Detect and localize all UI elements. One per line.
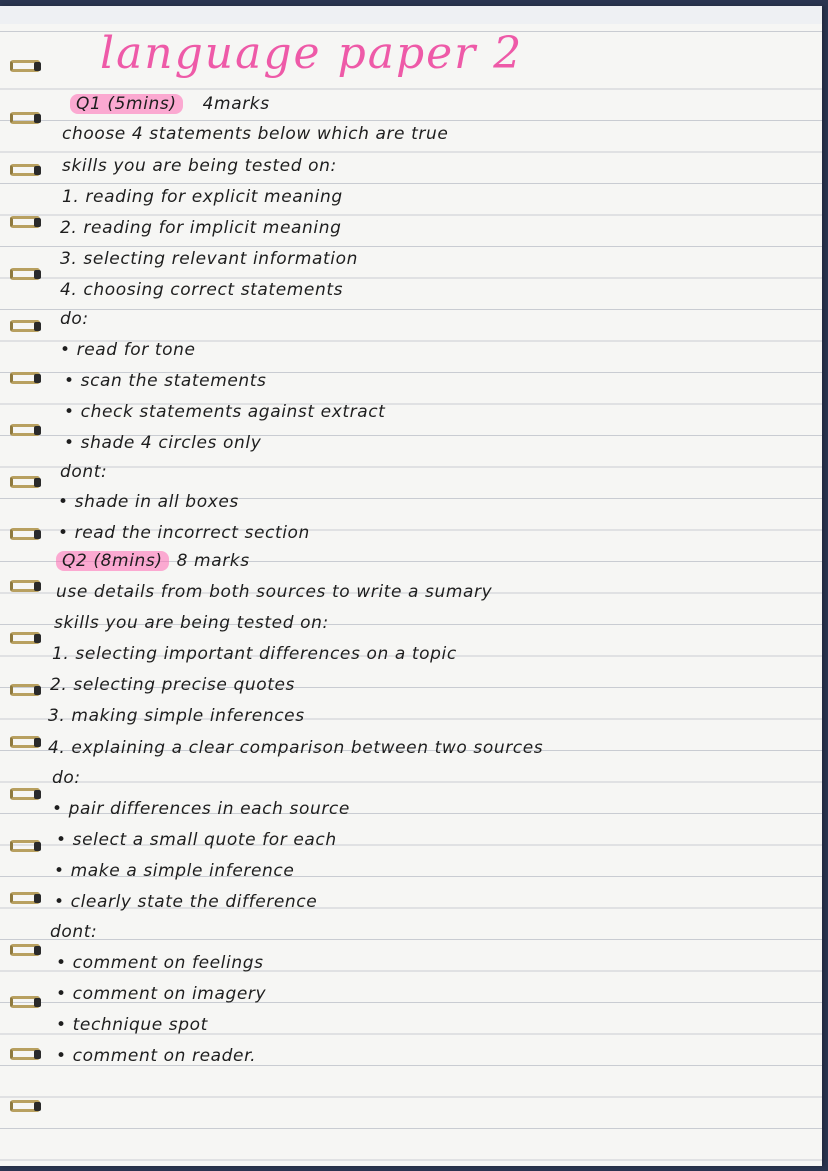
spiral-ring — [6, 316, 44, 336]
q2-dont-item: • comment on feelings — [56, 953, 264, 973]
spiral-ring — [6, 628, 44, 648]
q2-heading: Q2 (8mins) — [56, 551, 169, 571]
spiral-ring — [6, 212, 44, 232]
spiral-ring — [6, 160, 44, 180]
q2-skill-item: 1. selecting important differences on a topic — [52, 644, 457, 664]
q1-skill-item: 4. choosing correct statements — [60, 280, 344, 300]
q1-do-item: • scan the statements — [64, 371, 267, 391]
q1-skill-item: 3. selecting relevant information — [60, 249, 358, 269]
q2-skill-item: 4. explaining a clear comparison between two sources — [48, 738, 544, 758]
q2-do-heading: do: — [52, 768, 81, 788]
q1-skill-item: 1. reading for explicit meaning — [62, 187, 343, 207]
spiral-ring — [6, 108, 44, 128]
q1-skill-item: 2. reading for implicit meaning — [60, 218, 342, 238]
q2-marks: 8 marks — [176, 551, 250, 571]
q1-heading-row — [70, 94, 270, 114]
spiral-ring — [6, 992, 44, 1012]
page-top-margin — [0, 6, 822, 24]
q1-heading: Q1 (5mins) — [70, 94, 183, 114]
spiral-ring — [6, 836, 44, 856]
q1-skills-heading: skills you are being tested on: — [62, 156, 337, 176]
notebook-page — [0, 6, 822, 1166]
spiral-ring — [6, 264, 44, 284]
spiral-ring — [6, 472, 44, 492]
spiral-ring — [6, 732, 44, 752]
q2-dont-item: • comment on imagery — [56, 984, 267, 1004]
spiral-ring — [6, 420, 44, 440]
q1-dont-item: • shade in all boxes — [58, 492, 239, 512]
q1-marks: 4marks — [202, 94, 270, 114]
q2-do-item: • pair differences in each source — [52, 799, 350, 819]
q1-do-item: • read for tone — [60, 340, 196, 360]
q1-dont-item: • read the incorrect section — [58, 523, 310, 543]
spiral-ring — [6, 680, 44, 700]
spiral-ring — [6, 1096, 44, 1116]
q1-instruction: choose 4 statements below which are true — [62, 124, 449, 144]
spiral-ring — [6, 576, 44, 596]
spiral-ring — [6, 524, 44, 544]
q2-skills-heading: skills you are being tested on: — [54, 613, 329, 633]
q1-do-item: • shade 4 circles only — [64, 433, 262, 453]
q2-dont-item: • comment on reader. — [56, 1046, 257, 1066]
q2-do-item: • select a small quote for each — [56, 830, 337, 850]
q1-dont-heading: dont: — [60, 462, 108, 482]
spiral-ring — [6, 940, 44, 960]
spiral-ring — [6, 888, 44, 908]
q2-do-item: • clearly state the difference — [54, 892, 318, 912]
q2-skill-item: 3. making simple inferences — [48, 706, 305, 726]
q1-do-heading: do: — [60, 309, 89, 329]
q2-heading-row — [56, 551, 250, 571]
spiral-ring — [6, 1044, 44, 1064]
q2-instruction: use details from both sources to write a sumary — [56, 582, 493, 602]
page-title: language paper 2 — [100, 28, 524, 79]
spiral-ring — [6, 368, 44, 388]
q2-do-item: • make a simple inference — [54, 861, 295, 881]
q2-dont-heading: dont: — [50, 922, 98, 942]
q2-skill-item: 2. selecting precise quotes — [50, 675, 296, 695]
spiral-ring — [6, 56, 44, 76]
q1-do-item: • check statements against extract — [64, 402, 386, 422]
q2-dont-item: • technique spot — [56, 1015, 208, 1035]
spiral-binding — [6, 46, 50, 1126]
spiral-ring — [6, 784, 44, 804]
